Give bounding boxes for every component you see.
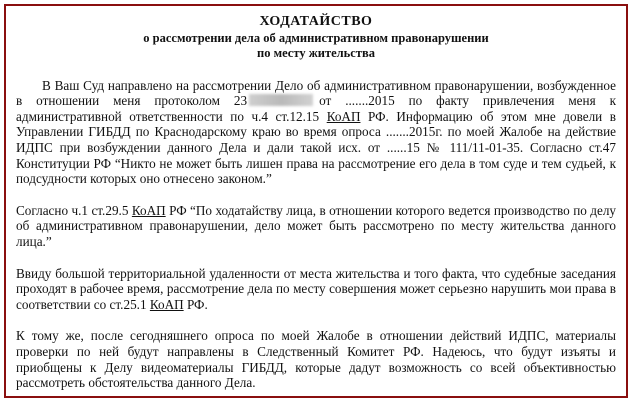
paragraph-1 [16, 78, 616, 187]
paragraph-4: К тому же, после сегодняшнего опроса по моей Жалобе в отношении действий ИДПС, материалы проверки по ней будут направлены в Следственный Комитет РФ. Надеюсь, что будут изъяты и приобщены к Делу видеоматериалы ГИБДД, которые дадут возможность со всей объективностью рассмотреть обстоятельства данного Дела. [16, 328, 616, 391]
petition-document [16, 14, 616, 391]
paragraph-3-part1: Ввиду большой территориальной удаленности от места жительства и того факта, что судебные заседания проходят в рабочее время, рассмотрение дела по месту совершения может серьезно нарушить мои права в соответствии со ст.25.1 [16, 265, 616, 312]
paragraph-1-part3: РФ. Информацию об этом мне довели в Управлении ГИБДД по Краснодарскому краю во время опроса .......2015г. по моей Жалобе на действие ИДПС при возбуждении данного Дела и дали такой исх. от ......15 № 111/11-01-35. Согласно ст.47 Конституции РФ “Никто не может быть лишен права на рассмотрение его дела в том суде и тем судьей, к подсудности которых оно отнесено законом.” [16, 108, 617, 187]
document-subtitle-line1: о рассмотрении дела об административном правонарушении [143, 30, 489, 45]
document-subtitle-line2: по месту жительства [257, 45, 375, 60]
paragraph-2-part1: Согласно ч.1 ст.29.5 [16, 202, 129, 218]
paragraph-1-part1: В Ваш Суд направлено на рассмотрении Дело об административном правонарушении, возбужденное в отношении меня протоколом 23 [16, 77, 616, 109]
paragraph-2-part2: РФ “По ходатайству лица, в отношении которого ведется производство по делу об административном правонарушении, дело может быть рассмотрено по месту жительства данного лица.” [16, 202, 617, 249]
paragraph-1-part2: от .......2015 по факту привлечения меня к административной ответственности по ч.4 ст.12.15 [16, 93, 616, 124]
koap-term: КоАП [149, 296, 184, 312]
koap-term: КоАП [326, 108, 361, 124]
paragraph-3-part2: РФ. [186, 296, 208, 312]
redacted-protocol-number [249, 94, 313, 106]
koap-term: КоАП [131, 202, 166, 218]
document-title: ХОДАТАЙСТВО [259, 14, 373, 29]
document-frame [4, 4, 628, 398]
paragraph-2 [16, 203, 616, 250]
paragraph-3 [16, 266, 616, 313]
